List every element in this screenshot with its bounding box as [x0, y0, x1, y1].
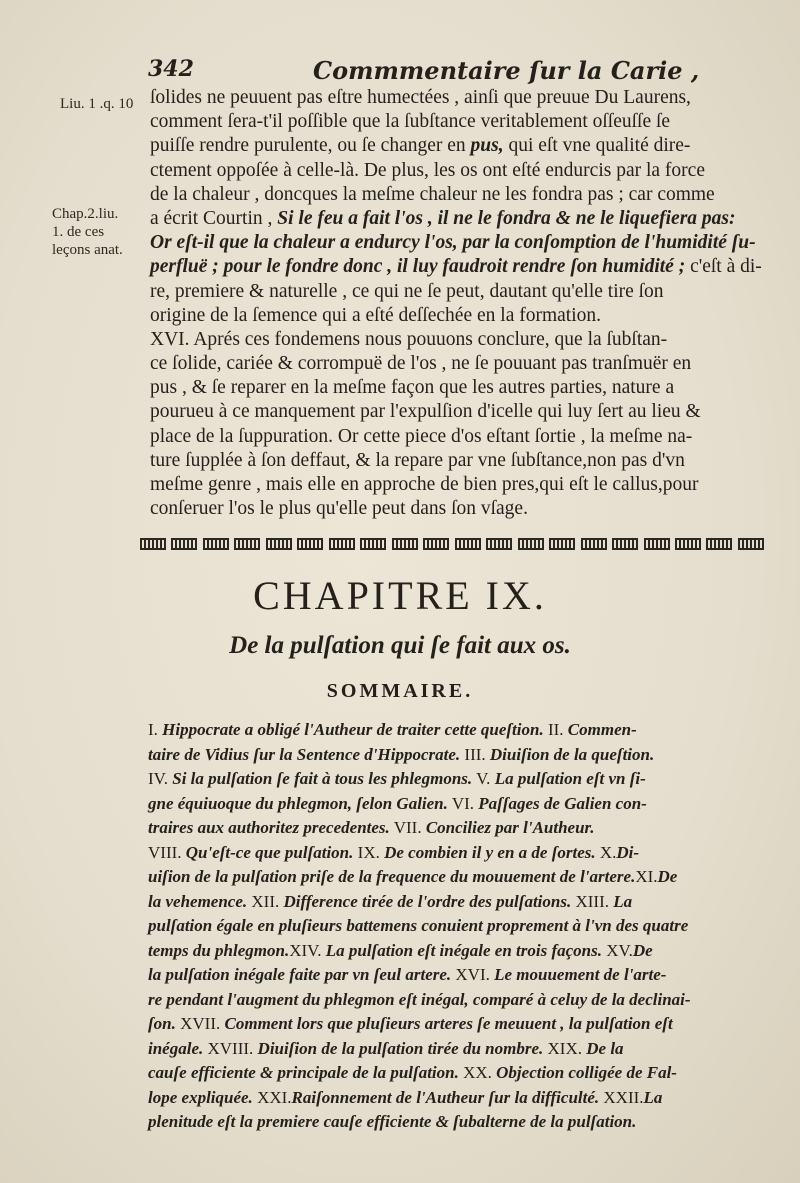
body-line — [150, 159, 768, 183]
summary-line — [148, 816, 772, 841]
italic-text-run: la vehemence. — [148, 891, 248, 911]
text-run: VI. — [447, 793, 479, 813]
summary-line — [148, 1037, 772, 1062]
italic-text-run: Conciliez par l'Autheur. — [425, 818, 595, 837]
italic-text-run: Hippocrate a obligé l'Autheur de traiter cette queſtion. — [162, 720, 544, 739]
ornament-block — [171, 538, 197, 550]
margin-note-reference-1 — [60, 95, 133, 113]
text-run: conſeruer l'os le plus qu'elle peut dans ſon vſage. — [150, 498, 528, 520]
text-run: XVI. — [451, 965, 495, 984]
summary-line — [148, 1061, 772, 1086]
italic-text-run: ſon. — [148, 1014, 176, 1033]
italic-text-run: Objection colligée de Fal- — [496, 1063, 677, 1082]
text-run: VIII. — [148, 842, 186, 862]
ornament-block — [360, 538, 386, 550]
text-run: XIII. — [571, 891, 614, 911]
summary-line — [148, 1012, 772, 1037]
body-line — [150, 400, 768, 424]
body-line — [150, 86, 768, 110]
text-run: XXII. — [599, 1087, 644, 1107]
text-run: ſolides ne peuuent pas eſtre humectées , ainſi que preuue Du Laurens, — [150, 87, 691, 108]
body-text — [150, 86, 768, 521]
summary-line — [148, 865, 772, 890]
italic-text-run: La — [613, 891, 633, 911]
ornament-block — [644, 538, 670, 550]
italic-text-run: gne équiuoque du phlegmon, ſelon Galien. — [148, 793, 448, 813]
chapter-summary — [148, 718, 772, 1135]
ornament-block — [423, 538, 449, 550]
text-run: XXI. — [252, 1087, 292, 1107]
body-line — [150, 425, 768, 449]
summary-line — [148, 890, 772, 915]
margin-note-line: Chap.2.liu. — [52, 206, 119, 222]
ornament-block — [234, 538, 260, 550]
ornament-block — [455, 538, 481, 550]
italic-text-run: uiſion de la pulſation priſe de la frequence du mouuement de l'artere. — [148, 867, 636, 886]
margin-note-line: 1. de ces — [52, 224, 105, 240]
margin-note-line: Liu. 1 .q. 10 — [60, 96, 134, 112]
text-run: XVIII. — [203, 1038, 258, 1058]
text-run: comment ſera-t'il poſſible que la ſubſtance veritablement oſſeuſſe ſe — [150, 111, 671, 133]
text-run: de la chaleur , doncques la meſme chaleur ne les fondra pas ; car comme — [150, 183, 715, 205]
text-run: II. — [543, 720, 568, 739]
text-run: XII. — [247, 891, 284, 911]
body-line — [150, 449, 768, 473]
italic-text-run: Diuiſion de la queſtion. — [489, 744, 655, 764]
italic-text-run: Di- — [616, 842, 640, 862]
body-line — [150, 280, 768, 304]
ornament-block — [392, 538, 418, 550]
summary-line — [148, 792, 772, 817]
italic-text-run: Diuiſion de la pulſation tirée du nombre. — [257, 1038, 544, 1058]
ornament-block — [612, 538, 638, 550]
text-run: XX. — [458, 1063, 497, 1082]
ornament-block — [706, 538, 732, 550]
italic-text-run: pulſation égale en pluſieurs battemens conuient proprement à l'vn des quatre — [148, 916, 689, 935]
summary-line — [148, 914, 772, 939]
body-line — [150, 207, 768, 231]
text-run: place de la ſuppuration. Or cette piece d'os eſtant ſortie , la meſme na- — [150, 425, 693, 447]
italic-text-run: re pendant l'augment du phlegmon eſt inégal, comparé à celuy de la declinai- — [148, 989, 691, 1009]
italic-text-run: De — [657, 867, 678, 886]
ornament-block — [738, 538, 764, 550]
italic-text-run: cauſe efficiente & principale de la pulſation. — [148, 1063, 459, 1082]
italic-text-run: Si le feu a fait l'os , il ne le fondra & ne le liquefiera pas: — [277, 207, 736, 229]
text-run: c'eſt à di- — [685, 256, 762, 278]
text-run: XV. — [602, 940, 633, 960]
body-line — [150, 473, 768, 497]
text-run: III. — [460, 744, 490, 764]
body-line — [150, 304, 768, 328]
text-run: X. — [595, 842, 617, 862]
ornament-block — [581, 538, 607, 550]
ornament-block — [486, 538, 512, 550]
margin-note-line: leçons anat. — [52, 242, 123, 258]
sommaire-heading: SOMMAIRE. — [326, 680, 474, 702]
italic-text-run: Raiſonnement de l'Autheur ſur la difficulté. — [291, 1087, 600, 1107]
ornament-block — [518, 538, 544, 550]
body-line — [150, 183, 768, 207]
text-run: a écrit Courtin , — [150, 207, 278, 229]
ornament-block — [203, 538, 229, 550]
italic-text-run: lope expliquée. — [148, 1087, 253, 1107]
summary-line — [148, 963, 772, 988]
body-line — [150, 328, 768, 352]
text-run: re, premiere & naturelle , ce qui ne ſe peut, dautant qu'elle tire ſon — [150, 280, 664, 302]
body-line — [150, 352, 768, 376]
italic-text-run: plenitude eſt la premiere cauſe efficiente & ſubalterne de la pulſation. — [148, 1112, 637, 1131]
italic-text-run: traires aux authoritez precedentes. — [148, 818, 390, 837]
text-run: XIX. — [543, 1038, 587, 1058]
italic-text-run: La pulſation eſt vn ſi- — [494, 769, 646, 788]
italic-text-run: La — [643, 1087, 663, 1107]
italic-text-run: Le mouuement de l'arte- — [494, 965, 667, 984]
chapter-title: CHAPITRE IX. — [253, 573, 547, 618]
text-run: ctement oppoſée à celle-là. De plus, les os ont eſté endurcis par la force — [150, 159, 705, 181]
text-run: pus , & ſe reparer en la meſme façon que les autres parties, nature a — [150, 377, 675, 399]
italic-text-run: De — [632, 940, 653, 960]
italic-text-run: la pulſation inégale faite par vn ſeul artere. — [148, 965, 452, 984]
summary-line — [148, 767, 772, 792]
text-run: XVI. Aprés ces fondemens nous pouuons conclure, que la ſubſtan- — [150, 328, 668, 350]
summary-line — [148, 841, 772, 866]
summary-line — [148, 988, 772, 1013]
italic-text-run: Difference tirée de l'ordre des pulſations. — [283, 891, 572, 911]
text-run: V. — [472, 769, 495, 788]
margin-note-reference-2 — [52, 205, 123, 259]
italic-text-run: Or eſt-il que la chaleur a endurcy l'os, par la conſomption de l'humidité ſu- — [150, 232, 756, 254]
body-line — [150, 497, 768, 521]
text-run: IX. — [353, 842, 385, 862]
summary-line — [148, 939, 772, 964]
italic-text-run: Si la pulſation ſe fait à tous les phlegmons. — [172, 769, 473, 788]
italic-text-run: temps du phlegmon. — [148, 940, 290, 960]
ornament-block — [329, 538, 355, 550]
body-line — [150, 376, 768, 400]
italic-text-run: inégale. — [148, 1038, 204, 1058]
italic-text-run: taire de Vidius ſur la Sentence d'Hippocrate. — [148, 744, 461, 764]
italic-text-run: Paſſages de Galien con- — [478, 793, 647, 813]
body-line — [150, 231, 768, 255]
running-title: Commmentaire ſur la Carie , — [313, 56, 700, 85]
italic-text-run: La pulſation eſt inégale en trois façons. — [321, 940, 602, 960]
text-run: pourueu à ce manquement par l'expulſion d'icelle qui luy ſert au lieu & — [150, 401, 701, 423]
body-line — [150, 134, 768, 158]
text-run: XVII. — [175, 1014, 225, 1033]
text-run: VII. — [389, 818, 426, 837]
text-run: IV. — [148, 769, 173, 788]
ornament-block — [297, 538, 323, 550]
ornament-block — [675, 538, 701, 550]
ornament-block — [549, 538, 575, 550]
text-run: meſme genre , mais elle en approche de bien pres,qui eſt le callus,pour — [150, 474, 699, 495]
italic-text-run: De combien il y en a de ſortes. — [384, 842, 596, 862]
text-run: XI. — [635, 867, 658, 886]
text-run: origine de la ſemence qui a eſté deſſechée en la formation. — [150, 304, 601, 326]
text-run: XIV. — [289, 940, 322, 960]
summary-line — [148, 743, 772, 768]
ornament-block — [140, 538, 166, 550]
body-line — [150, 255, 768, 279]
summary-line — [148, 1110, 772, 1135]
page-number: 342 — [148, 56, 194, 82]
body-line — [150, 110, 768, 134]
italic-text-run: pus, — [470, 135, 504, 157]
text-run: qui eſt vne qualité dire- — [503, 135, 691, 157]
italic-text-run: Comment lors que pluſieurs arteres ſe meuuent , la pulſation eſt — [224, 1014, 673, 1033]
text-run: I. — [148, 720, 163, 739]
ornament-block — [266, 538, 292, 550]
italic-text-run: De la — [586, 1038, 624, 1058]
text-run: puiſſe rendre purulente, ou ſe changer en — [150, 135, 471, 157]
summary-line — [148, 1086, 772, 1111]
italic-text-run: Qu'eſt-ce que pulſation. — [185, 842, 354, 862]
chapter-subtitle: De la pulſation qui ſe fait aux os. — [229, 632, 571, 659]
summary-line — [148, 718, 772, 743]
text-run: ce ſolide, cariée & corrompuë de l'os , ne ſe pouuant pas tranſmuër en — [150, 353, 692, 375]
ornamental-divider — [140, 535, 764, 553]
italic-text-run: perfluë ; pour le fondre donc , il luy faudroit rendre ſon humidité ; — [150, 256, 686, 278]
italic-text-run: Commen- — [567, 720, 637, 739]
text-run: ture ſupplée à ſon deffaut, & la repare par vne ſubſtance,non pas d'vn — [150, 449, 685, 471]
